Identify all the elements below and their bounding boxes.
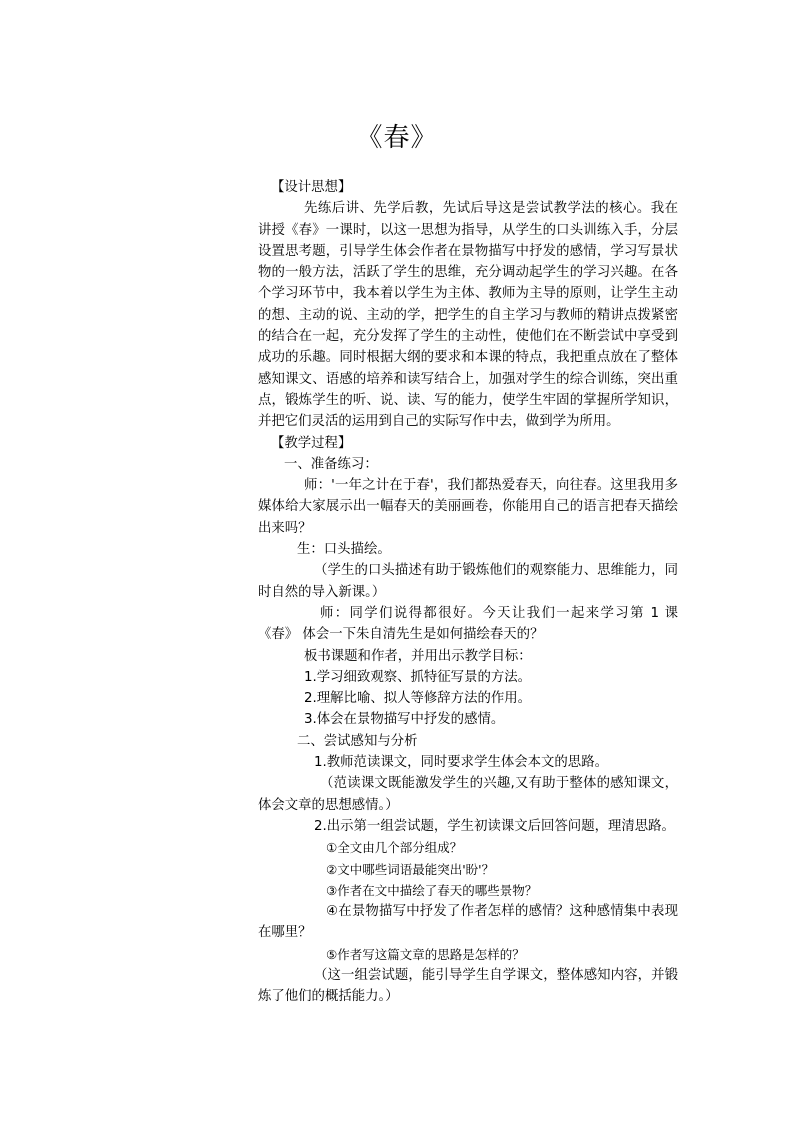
design-paragraph: 先练后讲、先学后教，先试后导这是尝试教学法的核心。我在讲授《春》一课时，以这一思想为指导，从学生的口头训练入手，分层设置思考题，引导学生体会作者在景物描写中抒发的感情，学习写景状物的一般方法，活跃了学生的思维，充分调动起学生的学习兴趣。在各个学习环节中，我本着以学生为主体、教师为主导的原则，让学生主动的想、主动的说、主动的学，把学生的自主学习与教师的精讲点拨紧密的结合在一起，充分发挥了学生的主动性，使他们在不断尝试中享受到成功的乐趣。同时根据大纲的要求和本课的特点，我把重点放在了整体感知课文、语感的培养和读写结合上，加强对学生的综合训练，突出重点，锻炼学生的听、说、读、写的能力，使学生牢固的掌握所学知识，并把它们灵活的运用到自己的实际写作中去，做到学为所用。: [258, 201, 678, 430]
teacher-note-3: （这一组尝试题，能引导学生自学课文，整体感知内容，并锻炼了他们的概括能力。）: [258, 967, 678, 1005]
step2-heading: 二、尝试感知与分析: [297, 733, 418, 749]
teacher-line-1: 师：'一年之计在于春'，我们都热爱春天，向往春。这里我用多媒体给大家展示出一幅春天的美丽画卷，你能用自己的语言把春天描绘出来吗？: [258, 478, 678, 536]
goal-item: 2.理解比喻、拟人等修辞方法的作用。: [304, 691, 532, 707]
step2-item-2: 2.出示第一组尝试题，学生初读课文后回答问题，理清思路。: [314, 818, 675, 834]
question-item: ③作者在文中描绘了春天的哪些景物？: [326, 882, 538, 898]
board-instruction: 板书课题和作者，并用出示教学目标：: [304, 648, 532, 664]
question-item: ②文中哪些词语最能突出'盼'？: [326, 861, 495, 877]
process-heading: 【教学过程】: [271, 435, 352, 451]
page-title: 《春》: [356, 123, 438, 153]
document-body: [258, 177, 678, 1008]
question-item: ①全文由几个部分组成？: [326, 840, 463, 856]
goal-item: 1.学习细致观察、抓特征写景的方法。: [304, 669, 532, 685]
teacher-note-2: （范读课文既能激发学生的兴趣,又有助于整体的感知课文，体会文章的思想感情。）: [258, 776, 678, 813]
teacher-note-1: （学生的口头描述有助于锻炼他们的观察能力、思维能力，同时自然的导入新课。）: [258, 563, 678, 600]
step2-item-1: 1.教师范读课文，同时要求学生体会本文的思路。: [314, 755, 608, 771]
teacher-line-2: 师：同学们说得都很好。今天让我们一起来学习第 1 课《春》 体会一下朱自清先生是如何描绘春天的？: [258, 605, 678, 643]
student-line-1: 生：口头描绘。: [297, 542, 391, 558]
question-item: ④在景物描写中抒发了作者怎样的感情？这种感情集中表现在哪里？: [258, 904, 678, 941]
step1-heading: 一、准备练习：: [284, 456, 378, 472]
goal-item: 3.体会在景物描写中抒发的感情。: [304, 712, 505, 728]
design-heading: 【设计思想】: [271, 180, 352, 195]
question-item: ⑤作者写这篇文章的思路是怎样的？: [326, 946, 525, 962]
